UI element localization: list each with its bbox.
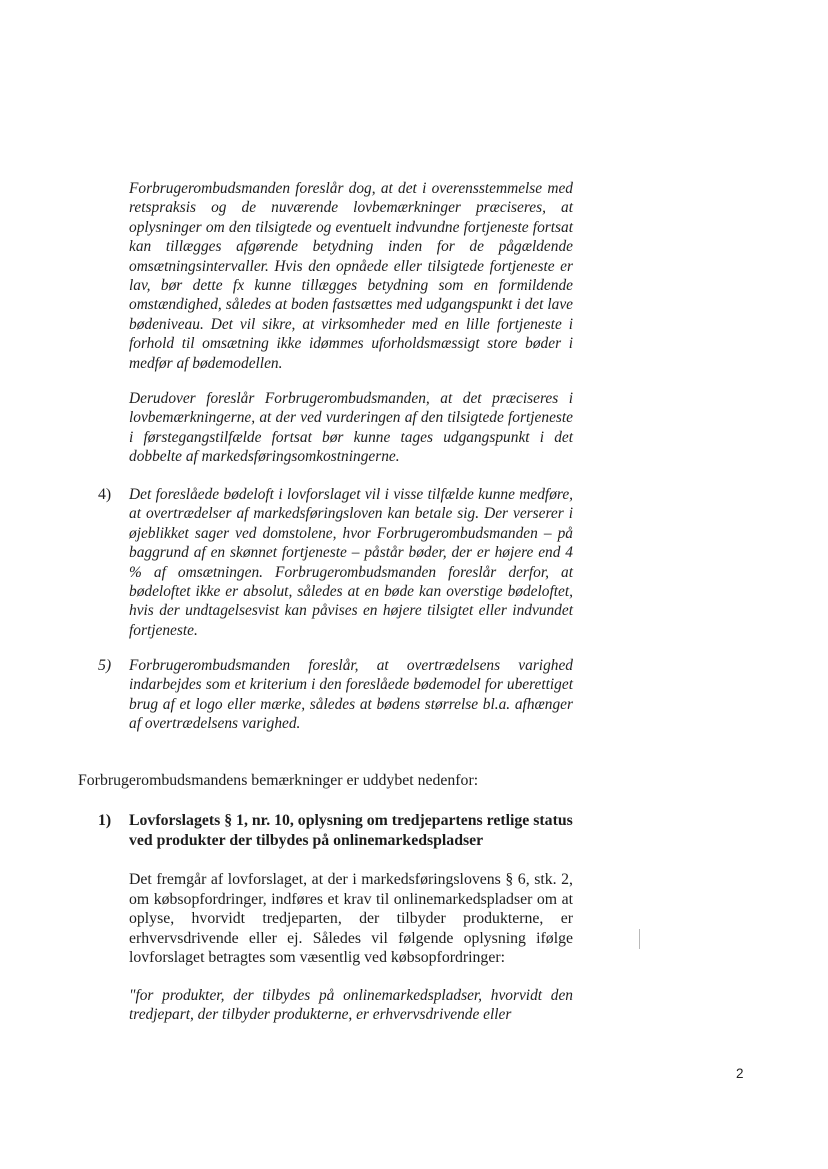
list-item-5 xyxy=(98,656,573,734)
list-item-number: 5) xyxy=(98,657,112,674)
section-heading-1 xyxy=(98,811,579,850)
section-number: 1) xyxy=(98,812,112,829)
intro-sentence: Forbrugerombudsmandens bemærkninger er uddybet nedenfor: xyxy=(78,772,479,789)
page-number: 2 xyxy=(736,1066,744,1081)
paragraph-fortjeneste: Forbrugerombudsmanden foreslår dog, at det i overensstemmelse med retspraksis og de nuværende lovbemærkninger præciseres, at oplysninger om den tilsigtede og eventuelt indvundne fortjeneste fortsat kan tillægges afgørende betydning inden for de pågældende omsætningsintervaller. Hvis den opnåede eller tilsigtede fortjeneste er lav, bør dette fx kunne tillægges betydning som en formildende omstændighed, således at boden fastsættes med udgangspunkt i det lave bødeniveau. Det vil sikre, at virksomheder med en lille fortjeneste i forhold til omsætning ikke idømmes uforholdsmæssigt store bøder i medfør af bødemodellen. xyxy=(129,180,573,372)
section-1-quote: "for produkter, der tilbydes på onlinemarkedspladser, hvorvidt den tredjepart, der tilbyder produkterne, er erhvervsdrivende eller xyxy=(129,987,573,1024)
section-heading-text: Lovforslagets § 1, nr. 10, oplysning om tredjepartens retlige status ved produkter der tilbydes på onlinemarkedspladser xyxy=(129,812,573,849)
list-item-text: Det foreslåede bødeloft i lovforslaget vil i visse tilfælde kunne medføre, at overtrædelser af markedsføringsloven kan betale sig. Der verserer i øjeblikket sager ved domstolene, hvor Forbrugerombudsmanden – på baggrund af en skønnet fortjeneste – påstår bøder, der er højere end 4 % af omsætningen. Forbrugerombudsmanden foreslår derfor, at bødeloftet ikke er absolut, således at en bøde kan overstige bødeloftet, hvis der undtagelsesvist kan påvises en højere tilsigtet eller indvundet fortjeneste. xyxy=(129,486,573,639)
margin-mark xyxy=(639,929,640,949)
list-item-4 xyxy=(98,485,573,640)
list-item-number: 4) xyxy=(98,486,112,503)
section-1-body: Det fremgår af lovforslaget, at der i markedsføringslovens § 6, stk. 2, om købsopfordringer, indføres et krav til onlinemarkedspladser om at oplyse, hvorvidt tredjeparten, der tilbyder produkterne, er erhvervsdrivende eller ej. Således vil følgende oplysning ifølge lovforslaget betragtes som væsentlig ved købsopfordringer: xyxy=(129,871,573,967)
paragraph-markedsforing: Derudover foreslår Forbrugerombudsmanden, at det præciseres i lovbemærkningerne, at der ved vurderingen af den tilsigtede fortjeneste i førstegangstilfælde fortsat bør kunne tages udgangspunkt i det dobbelte af markedsføringsomkostningerne. xyxy=(129,390,573,466)
list-item-text: Forbrugerombudsmanden foreslår, at overtrædelsens varighed indarbejdes som et kriterium i den foreslåede bødemodel for uberettiget brug af et logo eller mærke, således at bødens størrelse bl.a. afhænger af overtrædelsens varighed. xyxy=(129,657,573,733)
